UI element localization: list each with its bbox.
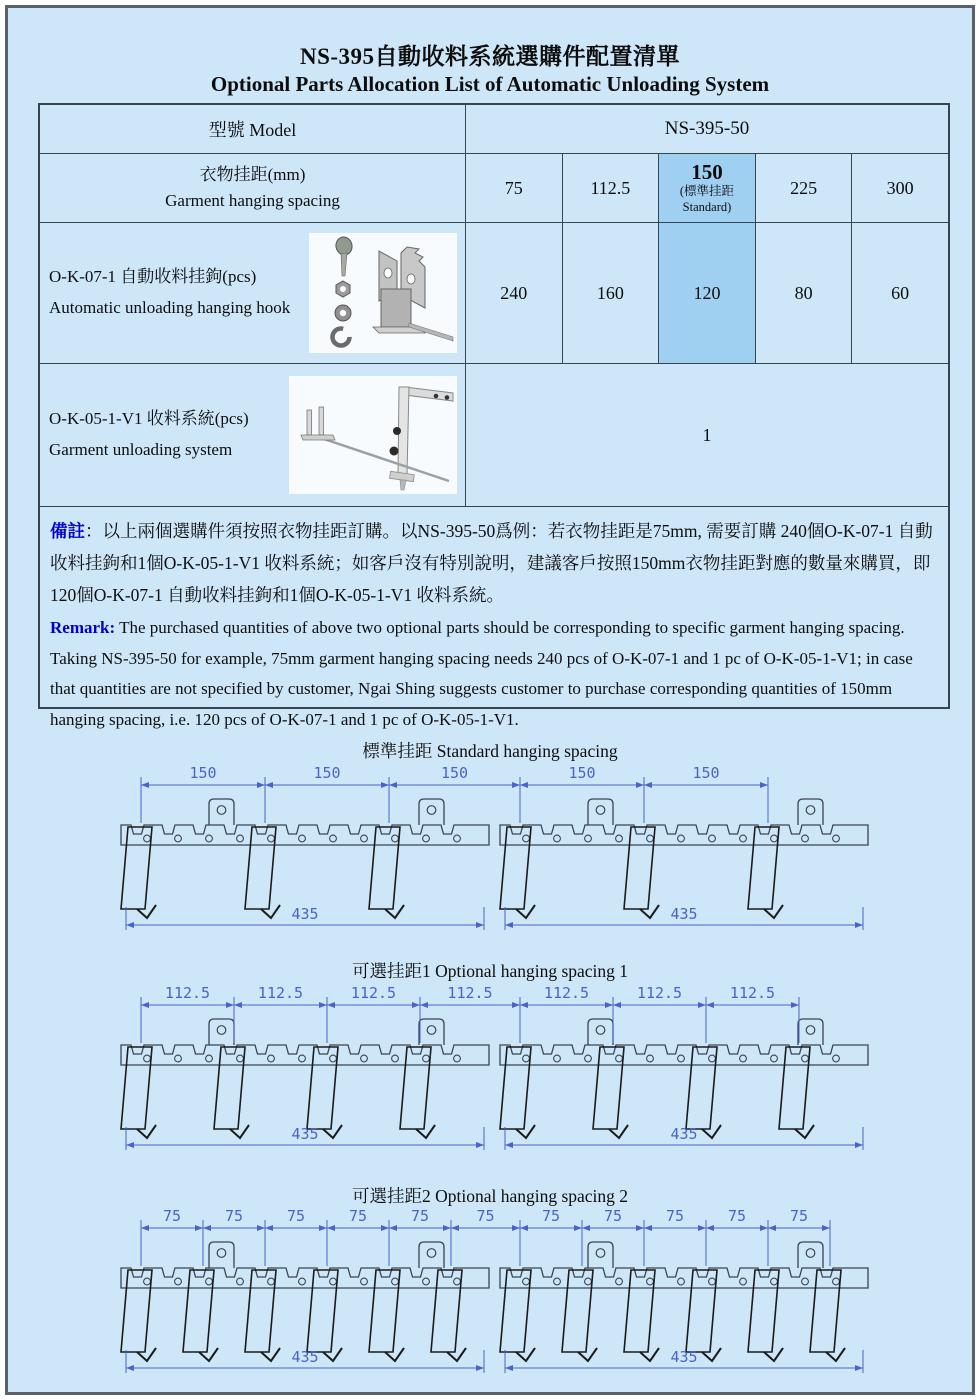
- hook-qty: 80: [755, 223, 852, 363]
- svg-text:75: 75: [348, 1207, 368, 1225]
- spacing-value: 225: [755, 154, 852, 222]
- document-page: [5, 5, 975, 1395]
- hook-qty-standard: 120: [658, 223, 755, 363]
- svg-text:75: 75: [476, 1207, 495, 1225]
- svg-text:112.5: 112.5: [447, 984, 493, 1002]
- svg-text:112.5: 112.5: [729, 984, 776, 1002]
- spacing-diagram-150: [113, 763, 873, 938]
- table-row-model: [40, 105, 948, 153]
- svg-text:112.5: 112.5: [543, 984, 590, 1002]
- page-title-en: Optional Parts Allocation List of Automatic Unloading System: [210, 72, 770, 96]
- svg-text:150: 150: [313, 764, 341, 782]
- spacing-label-zh: 衣物挂距(mm): [199, 164, 306, 184]
- svg-text:150: 150: [568, 764, 596, 782]
- svg-text:112.5: 112.5: [636, 984, 683, 1002]
- svg-text:75: 75: [162, 1207, 182, 1225]
- spacing-diagram-75: [113, 1206, 873, 1381]
- table-row-hook: [40, 222, 948, 363]
- remark-zh-label: 備註: [50, 521, 85, 541]
- spacing-value: 112.5: [562, 154, 659, 222]
- svg-text:75: 75: [224, 1207, 244, 1225]
- svg-text:75: 75: [541, 1207, 561, 1225]
- svg-text:150: 150: [189, 764, 217, 782]
- svg-text:435: 435: [291, 905, 319, 923]
- svg-text:75: 75: [727, 1207, 747, 1225]
- spacing-diagram-112: [113, 983, 873, 1158]
- spacing-value-standard: [658, 154, 755, 222]
- parts-table: [38, 103, 950, 729]
- svg-text:435: 435: [670, 905, 698, 923]
- svg-text:112.5: 112.5: [164, 984, 211, 1002]
- svg-text:435: 435: [291, 1125, 319, 1143]
- spacing-value: 300: [851, 154, 948, 222]
- svg-text:435: 435: [291, 1348, 319, 1366]
- svg-text:150: 150: [440, 764, 469, 782]
- hook-qty: 60: [851, 223, 948, 363]
- system-label-en: Garment unloading system: [49, 440, 233, 459]
- svg-text:435: 435: [670, 1125, 698, 1143]
- table-row-system: [40, 363, 948, 506]
- model-value: NS-395-50: [465, 105, 948, 153]
- svg-text:75: 75: [665, 1207, 685, 1225]
- table-row-spacing: [40, 153, 948, 222]
- unloading-system-image: [287, 374, 459, 496]
- remark-en-label: Remark:: [50, 618, 116, 638]
- system-row-label: [40, 364, 465, 506]
- svg-text:150: 150: [692, 764, 720, 782]
- standard-spacing-value: 150: [691, 159, 723, 184]
- model-label: 型號 Model: [208, 120, 297, 140]
- spacing-label-en: Garment hanging spacing: [165, 191, 340, 210]
- remark-en: [50, 613, 936, 735]
- svg-text:75: 75: [410, 1207, 430, 1225]
- hook-label-zh: O-K-07-1 自動收料挂鉤(pcs): [49, 267, 257, 287]
- hook-parts-image: [307, 231, 459, 355]
- standard-note-en: Standard): [682, 199, 732, 214]
- page-title-zh: NS-395自動收料系統選購件配置清單: [299, 44, 681, 69]
- diagram-title-optional-1: 可選挂距1 Optional hanging spacing 1: [351, 961, 629, 981]
- hook-label-en: Automatic unloading hanging hook: [49, 298, 291, 317]
- hook-row-label: [40, 223, 465, 363]
- system-qty: 1: [465, 364, 948, 506]
- hook-qty: 160: [562, 223, 659, 363]
- svg-text:75: 75: [789, 1207, 809, 1225]
- diagram-title-standard: 標準挂距 Standard hanging spacing: [362, 741, 618, 761]
- diagram-title-optional-2: 可選挂距2 Optional hanging spacing 2: [351, 1186, 629, 1206]
- remark-section: [40, 506, 948, 739]
- hook-label-text: [40, 262, 307, 323]
- hook-qty: 240: [465, 223, 562, 363]
- svg-text:75: 75: [286, 1207, 306, 1225]
- standard-note-zh: (標準挂距: [679, 183, 735, 198]
- svg-text:112.5: 112.5: [350, 984, 397, 1002]
- remark-en-text: The purchased quantities of above two optional parts should be corresponding to specific garment hanging spacing. Taking NS-395-50 for example, 75mm garment hanging spacing needs 240 pcs of O-K-07-1 and 1 pc of O-K-05-1-V1; in case that quantities are not specified by customer, Ngai Shing suggests customer to purchase corresponding quantities of 150mm hanging spacing, i.e. 120 pcs of O-K-07-1 and 1 pc of O-K-05-1-V1.: [50, 618, 913, 729]
- spacing-label: [40, 154, 465, 222]
- remark-zh: [50, 515, 936, 611]
- system-label-zh: O-K-05-1-V1 收料系統(pcs): [49, 409, 249, 429]
- svg-text:112.5: 112.5: [257, 984, 304, 1002]
- system-label-text: [40, 404, 287, 465]
- remark-zh-text: ：以上兩個選購件須按照衣物挂距訂購。以NS-395-50爲例：若衣物挂距是75mm, 需要訂購 240個O-K-07-1 自動收料挂鉤和1個O-K-05-1-V1 收料系統；如客戶沒有特別說明，建議客戶按照150mm衣物挂距對應的數量來購買，即120個O-K-07-1 自動收料挂鉤和1個O-K-05-1-V1 收料系統。: [50, 521, 933, 606]
- spacing-value: 75: [465, 154, 562, 222]
- svg-text:75: 75: [603, 1207, 623, 1225]
- svg-text:435: 435: [670, 1348, 698, 1366]
